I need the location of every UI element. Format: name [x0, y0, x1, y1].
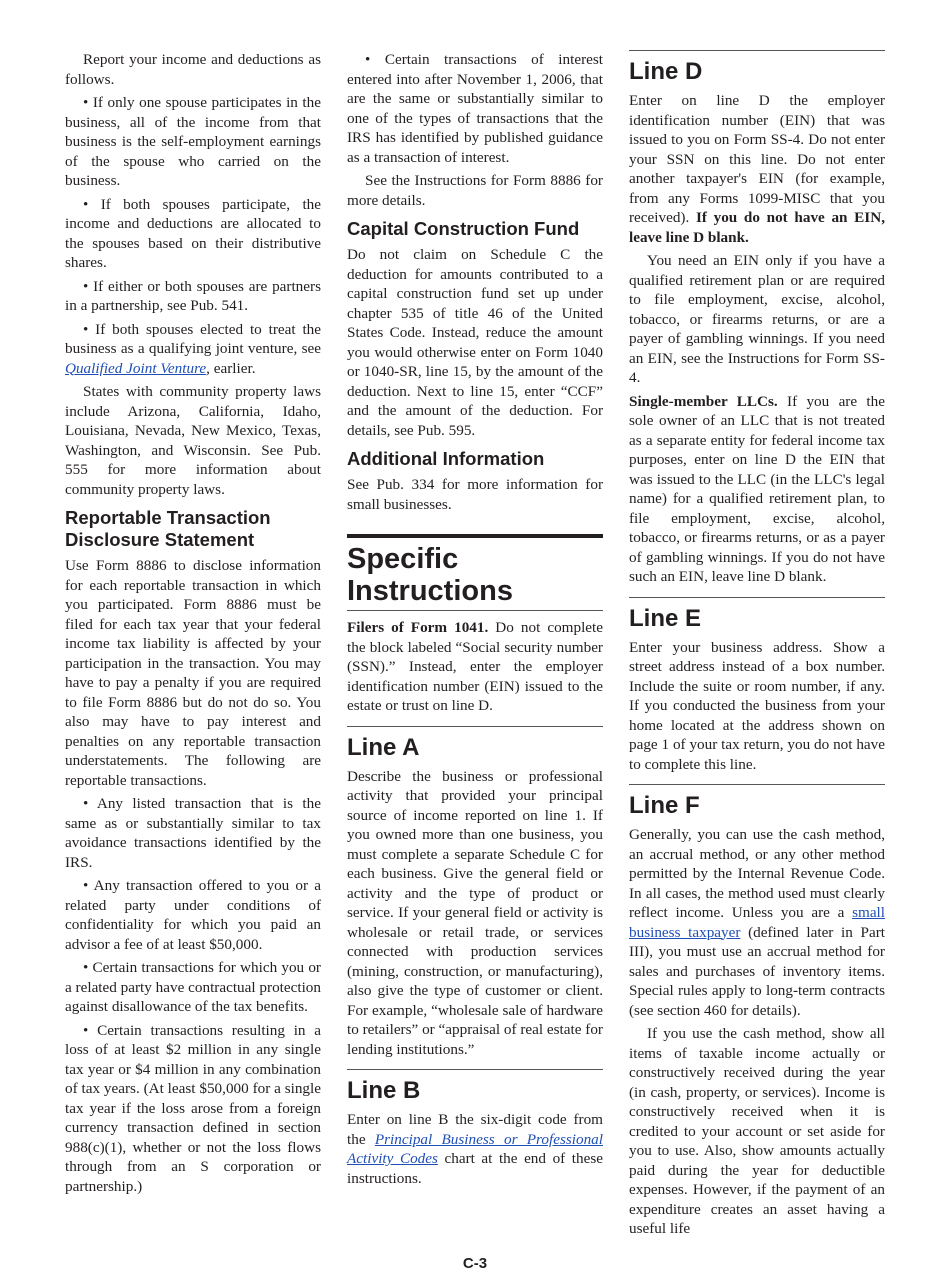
paragraph	[347, 475, 603, 514]
paragraph	[629, 1024, 885, 1239]
text: Enter on line B the six-digit code from the	[347, 1111, 603, 1148]
text: Line D	[629, 58, 703, 85]
bullet-item	[65, 1021, 321, 1197]
paragraph	[65, 382, 321, 499]
line-heading	[347, 726, 603, 762]
text: Report your income and deductions as follows.	[65, 51, 321, 88]
paragraph	[629, 91, 885, 247]
text: • Any transaction offered to you or a related party under conditions of confidentiality for which you paid an advisor a fee of at least $50,000.	[65, 877, 321, 953]
text: Specific Instructions	[347, 543, 513, 607]
column-3	[629, 50, 885, 1243]
bullet-item	[347, 50, 603, 167]
bullet-item	[65, 876, 321, 954]
text: Enter your business address. Show a street address instead of a box number. Include the suite or room number, if any. If you conducted the business from your home located at the address shown on page 1 of your tax return, you do not have to complete this line.	[629, 638, 885, 773]
text: If you use the cash method, show all items of taxable income actually or constructively received during the year (in cash, property, or services). Income is constructively received when it is credited to your account or set aside for you to use. Also, show amounts actually paid during the year for deductible expenses. However, if the payment of an expenditure creates an asset having a useful life	[629, 1025, 885, 1237]
text: • Any listed transaction that is the same as or substantially similar to tax avoidance transactions identified by the IRS.	[65, 795, 321, 871]
page-number: C-3	[462, 1255, 488, 1272]
section-heading	[347, 448, 603, 470]
paragraph	[629, 638, 885, 775]
text: Enter on line D the employer identification number (EIN) that was issued to you on Form SS-4. Do not enter your SSN on this line. Do not enter another taxpayer's EIN (for example, from any Forms 1099-MISC that you received).	[629, 92, 885, 226]
bullet-item	[65, 958, 321, 1017]
text: • If only one spouse participates in the business, all of the income from that business is the self-employment earnings of the spouse who carried on the business.	[65, 94, 321, 189]
text: • If both spouses elected to treat the business as a qualifying joint venture, see	[65, 320, 321, 357]
paragraph	[347, 1110, 603, 1188]
text: States with community property laws include Arizona, California, Idaho, Louisiana, Nevada, New Mexico, Texas, Washington, and Wisconsin. See Pub. 555 for more information about community property laws.	[65, 383, 321, 498]
section-heading	[347, 218, 603, 240]
paragraph	[347, 618, 603, 716]
text: Line B	[347, 1077, 421, 1104]
text: See Pub. 334 for more information for small businesses.	[347, 476, 603, 513]
text: If you are the sole owner of an LLC that is not treated as a separate entity for federal income tax purposes, enter on line D the EIN that was issued to the LLC (in the LLC's legal name) for a qualified retirement plan, to file employment, excise, alcohol, tobacco, or firearms returns, or as a payer of gambling winnings. If you do not have such an EIN, leave line D blank.	[629, 392, 885, 585]
paragraph	[629, 392, 885, 587]
link[interactable]: Qualified Joint Venture	[65, 359, 207, 377]
text: Describe the business or professional activity that provided your principal source of income reported on line 1. If you owned more than one business, you must complete a separate Schedule C for each business. Give the general field or activity and the type of product or service. If your general field or activity is wholesale or retail trade, or services connected with production services (mining, construction, or manufacturing), also give the type of customer or client. For example, “wholesale sale of hardware to retailers” or “appraisal of real estate for lending institutions.”	[347, 767, 603, 1058]
bullet-item	[65, 277, 321, 316]
text: , earlier.	[206, 359, 256, 377]
paragraph	[347, 767, 603, 1060]
paragraph	[629, 251, 885, 388]
text: See the Instructions for Form 8886 for more details.	[347, 172, 603, 209]
line-heading	[629, 784, 885, 820]
bullet-item	[65, 320, 321, 379]
line-heading	[629, 597, 885, 633]
text: Generally, you can use the cash method, an accrual method, or any other method permitted by the Internal Revenue Code. In all cases, the method used must clearly reflect income. Unless you are a	[629, 826, 885, 921]
column-2	[347, 50, 603, 1192]
bullet-item	[65, 93, 321, 191]
link[interactable]: Principal Business or Professional Activity Codes	[347, 1130, 603, 1167]
text: You need an EIN only if you have a qualified retirement plan or are required to file employment, excise, alcohol, tobacco, or firearms returns, or are a payer of gambling winnings. If you need an EIN, see the Instructions for Form SS-4.	[629, 252, 885, 386]
link[interactable]: small business taxpayer	[629, 904, 885, 941]
line-heading	[629, 50, 885, 86]
text: Line A	[347, 733, 420, 761]
major-heading	[347, 534, 603, 611]
text: • Certain transactions resulting in a loss of at least $2 million in any single tax year or $4 million in any combination of tax years. (At least $50,000 for a single tax year if the loss arose from a foreign currency transaction defined in section 988(c)(1), whether or not the loss flows through from an S corporation or partnership.)	[65, 1021, 321, 1195]
text: • If both spouses participate, the income and deductions are allocated to the spouses based on their distributive shares.	[65, 195, 321, 271]
text: Do not claim on Schedule C the deduction for amounts contributed to a capital construction fund set up under chapter 535 of title 46 of the United States Code. Instead, reduce the amount you would otherwise enter on Form 1040 or 1040-SR, line 15, by the amount of the deduction. Next to line 15, enter “CCF” and the amount of the deduction. For details, see Pub. 595.	[347, 246, 603, 439]
paragraph	[347, 171, 603, 210]
text: Line E	[629, 604, 702, 632]
bold-lead-in: Single-member LLCs.	[629, 392, 778, 410]
text: Use Form 8886 to disclose information for each reportable transaction in which you participated. Form 8886 must be filed for each tax year that your federal income tax liability is affected by your participation in the transaction. You may have to pay a penalty if you are required to file Form 8886 but do not do so. You also may have to pay interest and penalties on any reportable transaction understatements. The following are reportable transactions.	[65, 557, 321, 789]
section-heading	[65, 507, 321, 551]
bullet-item	[65, 794, 321, 872]
paragraph	[65, 556, 321, 790]
bullet-item	[65, 195, 321, 273]
text: Reportable Transaction Disclosure Statement	[65, 507, 271, 550]
bold-lead-in: If you do not have an EIN, leave line D blank.	[629, 209, 885, 246]
text: Do not complete the block labeled “Social security number (SSN).” Instead, enter the employer identification number (EIN) issued to the estate or trust on line D.	[347, 619, 603, 714]
text: • Certain transactions of interest entered into after November 1, 2006, that are the same or substantially similar to one of the types of transactions that the IRS has identified by published guidance as a transaction of interest.	[347, 51, 603, 166]
text: chart at the end of these instructions.	[347, 1150, 603, 1187]
text: • Certain transactions for which you or a related party have contractual protection against disallowance of the tax benefits.	[65, 959, 321, 1015]
text: Line F	[629, 792, 700, 819]
bold-lead-in: Filers of Form 1041.	[347, 619, 489, 636]
paragraph	[65, 50, 321, 89]
column-1	[65, 50, 321, 1200]
text: • If either or both spouses are partners in a partnership, see Pub. 541.	[65, 277, 321, 314]
text: Capital Construction Fund	[347, 218, 580, 239]
paragraph	[629, 825, 885, 1020]
text: Additional Information	[347, 448, 545, 469]
line-heading	[347, 1069, 603, 1105]
text: (defined later in Part III), you must use an accrual method for sales and purchases of inventory items. Special rules apply to long-term contracts (see section 460 for details).	[629, 923, 885, 1019]
paragraph	[347, 245, 603, 440]
